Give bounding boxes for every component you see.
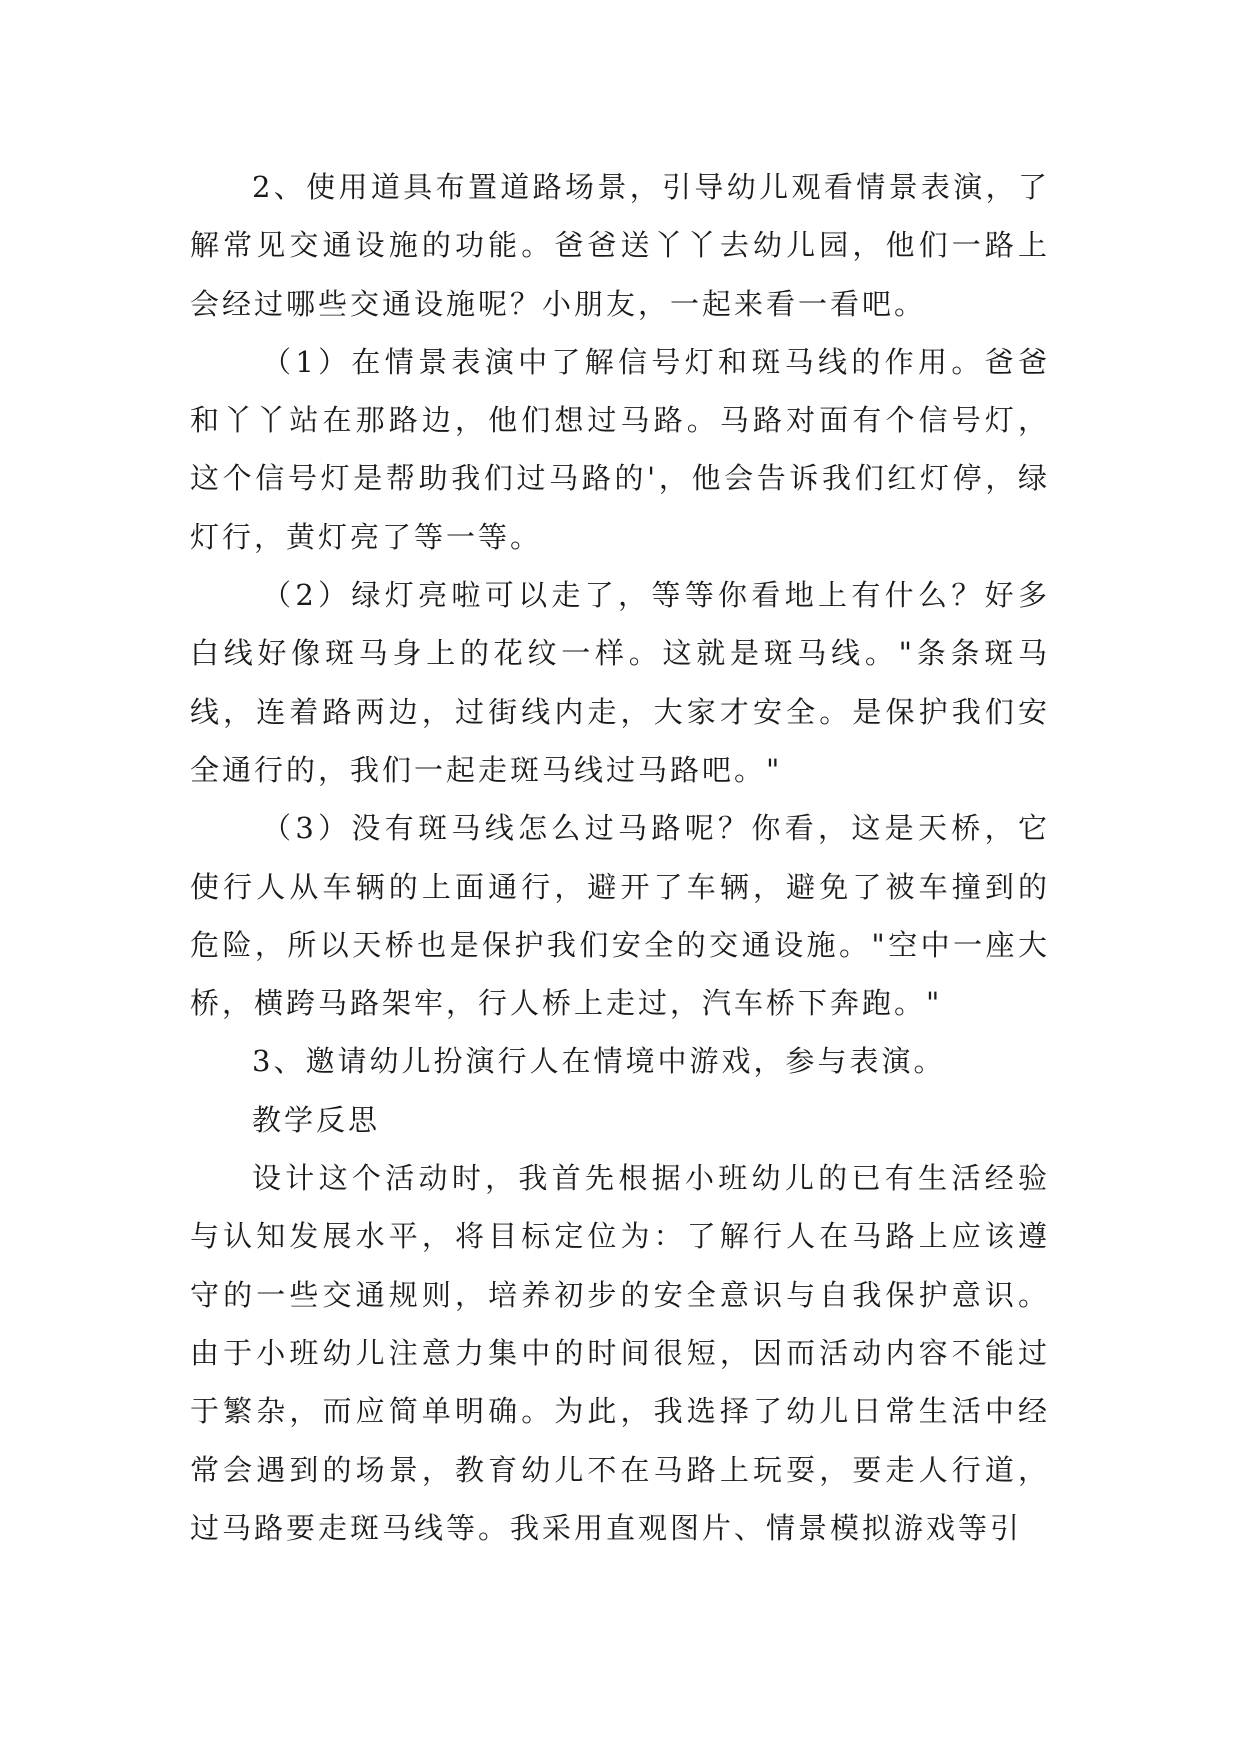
paragraph-reflection: 设计这个活动时，我首先根据小班幼儿的已有生活经验与认知发展水平，将目标定位为：了解行人在马路上应该遵守的一些交通规则，培养初步的安全意识与自我保护意识。由于小班幼儿注意力集中的时间很短，因而活动内容不能过于繁杂，而应简单明确。为此，我选择了幼儿日常生活中经常会遇到的场景，教育幼儿不在马路上玩耍，要走人行道，过马路要走斑马线等。我采用直观图片、情景模拟游戏等引: [190, 1161, 1050, 1545]
document-body: [190, 158, 1050, 1557]
paragraph-substep-3: （3）没有斑马线怎么过马路呢？你看，这是天桥，它使行人从车辆的上面通行，避开了车辆，避免了被车撞到的危险，所以天桥也是保护我们安全的交通设施。"空中一座大桥，横跨马路架牢，行人桥上走过，汽车桥下奔跑。": [190, 811, 1050, 1021]
paragraph-substep-2: （2）绿灯亮啦可以走了，等等你看地上有什么？好多白线好像斑马身上的花纹一样。这就是斑马线。"条条斑马线，连着路两边，过街线内走，大家才安全。是保护我们安全通行的，我们一起走斑马线过马路吧。": [190, 578, 1050, 787]
paragraph-step-3: 3、邀请幼儿扮演行人在情境中游戏，参与表演。: [252, 1044, 946, 1079]
paragraph-substep-1: （1）在情景表演中了解信号灯和斑马线的作用。爸爸和丫丫站在那路边，他们想过马路。马路对面有个信号灯，这个信号灯是帮助我们过马路的'，他会告诉我们红灯停，绿灯行，黄灯亮了等一等。: [190, 344, 1050, 554]
paragraph-step-2: 2、使用道具布置道路场景，引导幼儿观看情景表演，了解常见交通设施的功能。爸爸送丫丫去幼儿园，他们一路上会经过哪些交通设施呢？小朋友，一起来看一看吧。: [190, 170, 1050, 321]
section-heading-reflection: 教学反思: [252, 1102, 381, 1137]
